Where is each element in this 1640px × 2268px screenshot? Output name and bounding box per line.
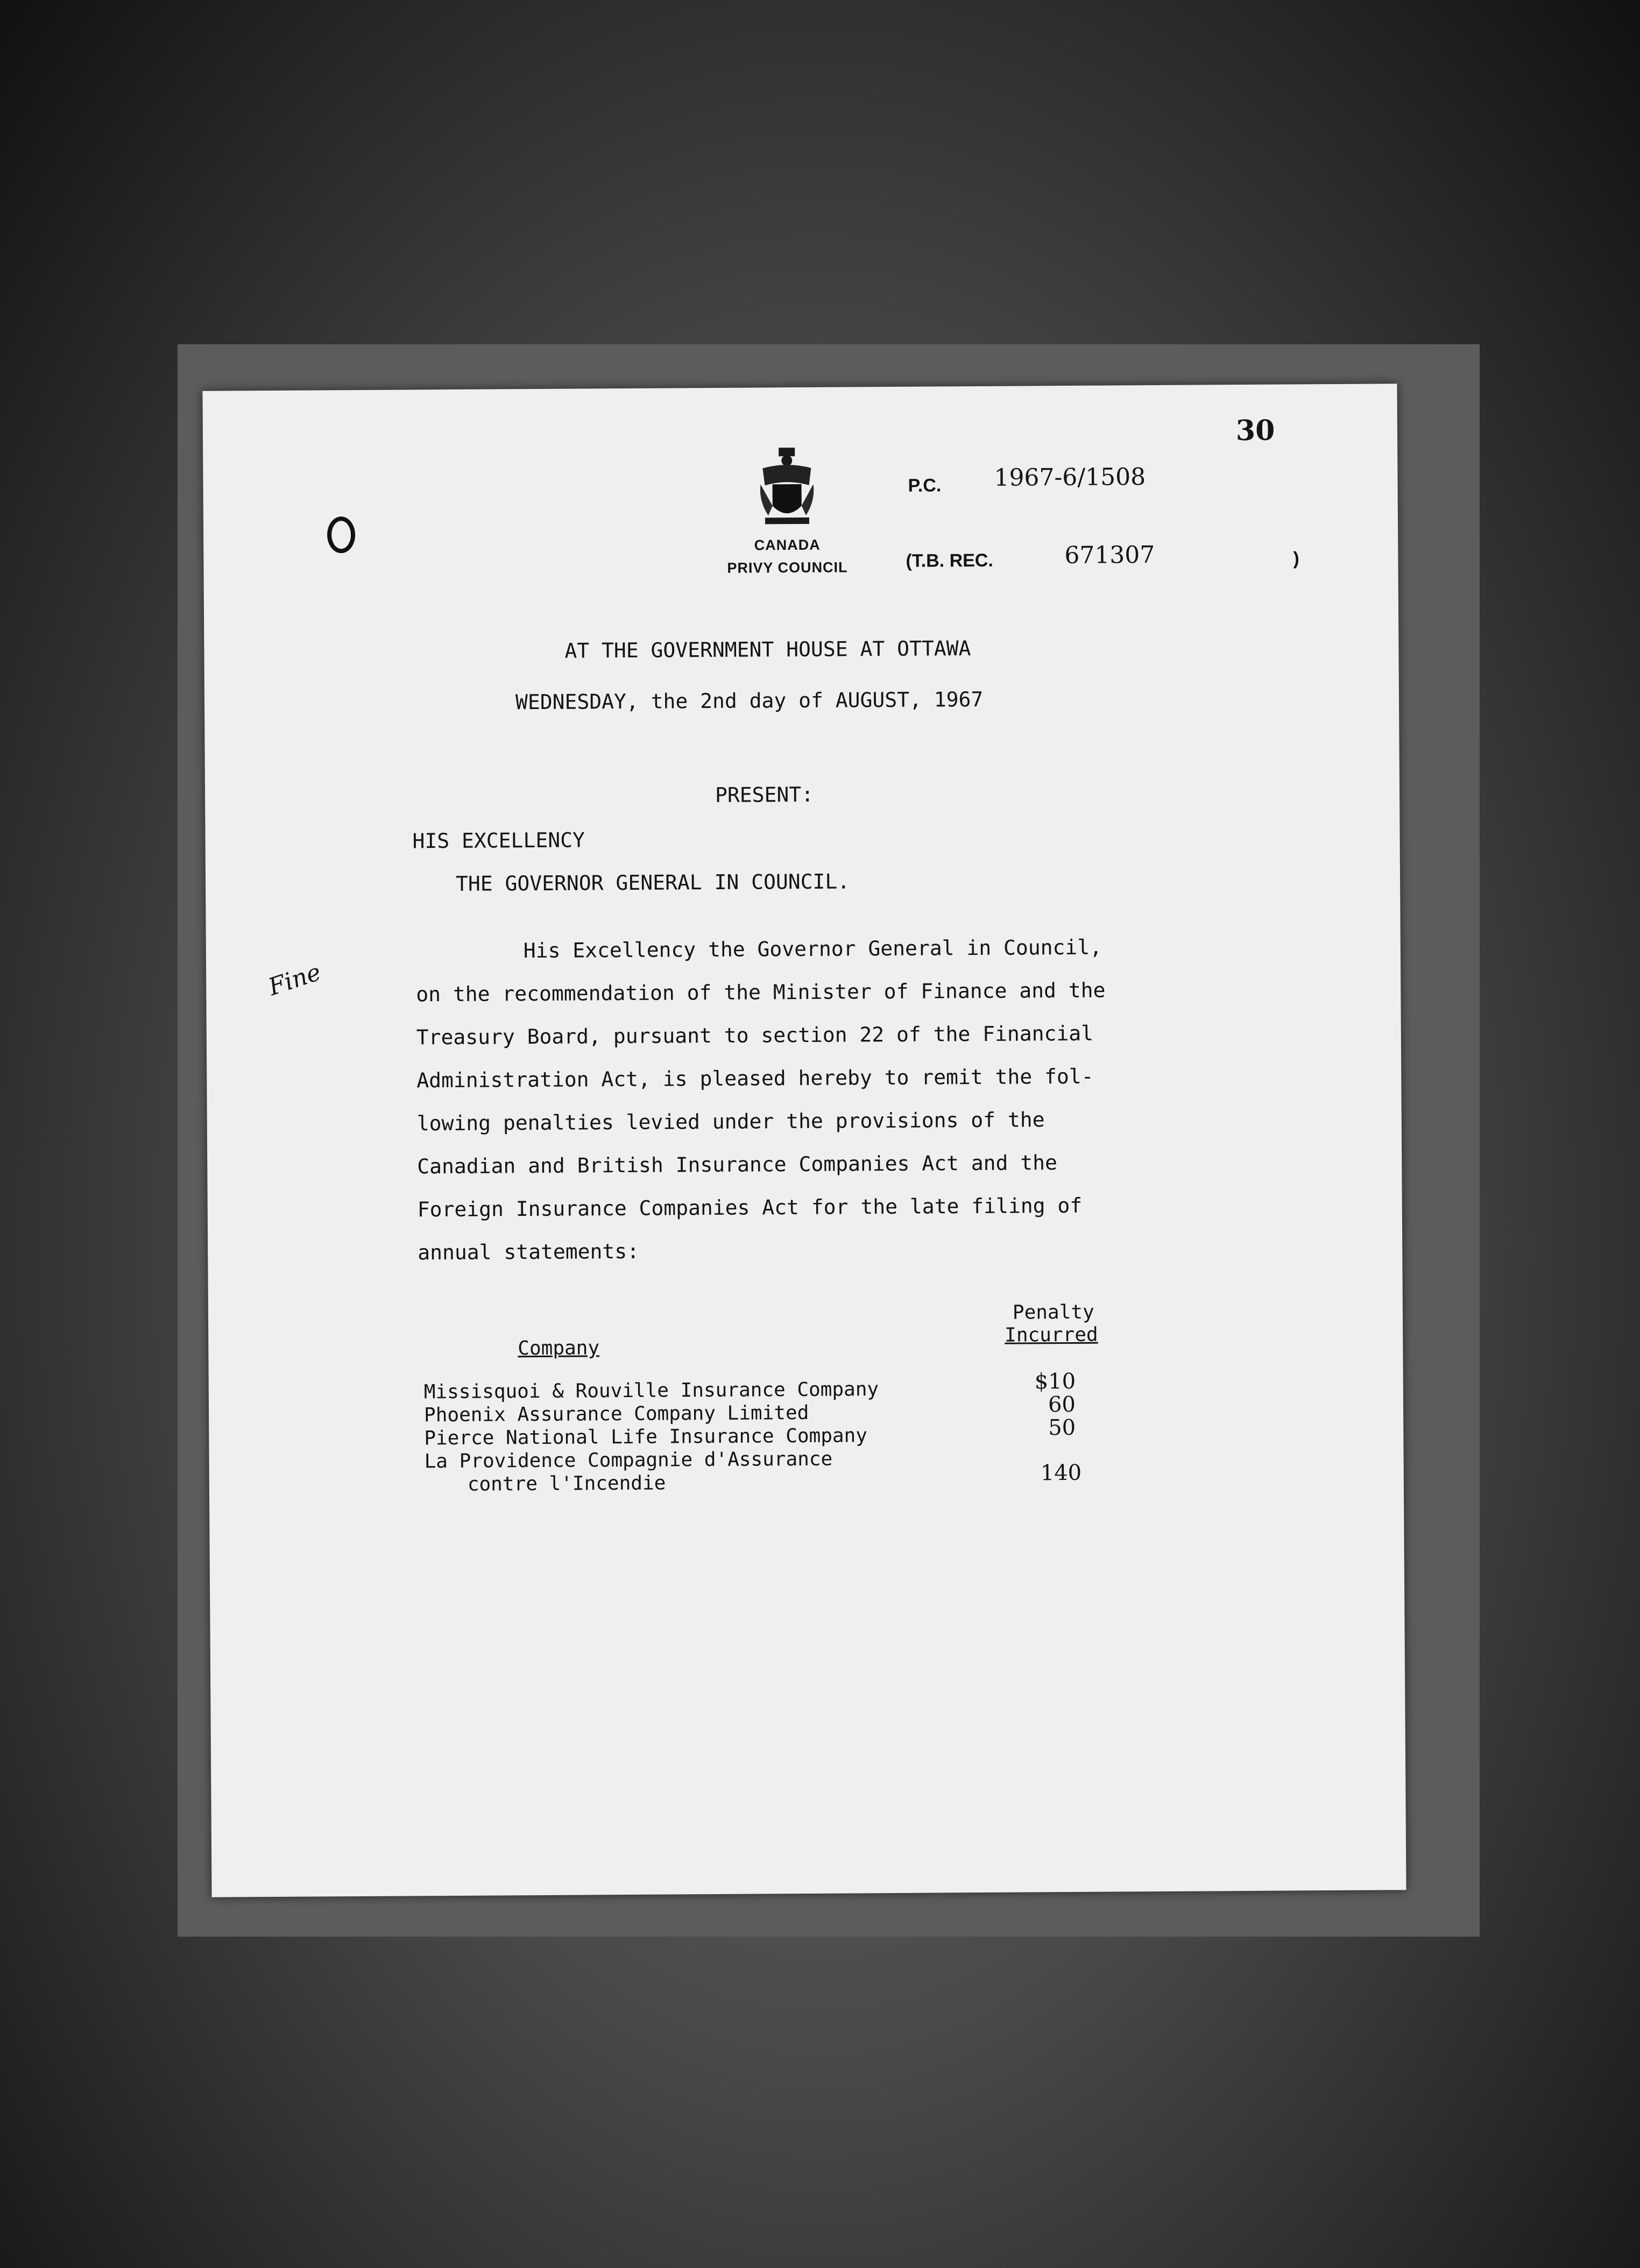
canada-coat-of-arms-icon	[757, 446, 817, 528]
penalty-header-line1: Penalty	[1012, 1301, 1094, 1324]
privy-council-label: PRIVY COUNCIL	[727, 559, 848, 576]
document-page	[202, 384, 1406, 1897]
table-row-amount: 50	[1048, 1415, 1076, 1441]
body-line: lowing penalties levied under the provisions of the	[416, 1108, 1045, 1136]
body-line: Canadian and British Insurance Companies Act and the	[417, 1151, 1058, 1179]
present-label: PRESENT:	[715, 782, 814, 807]
canada-label: CANADA	[754, 536, 821, 554]
penalty-header-line2: Incurred	[1005, 1323, 1098, 1346]
body-line: on the recommendation of the Minister of Finance and the	[416, 978, 1106, 1007]
body-line: Foreign Insurance Companies Act for the late filing of	[417, 1193, 1083, 1222]
table-row-company: Missisquoi & Rouville Insurance Company	[423, 1378, 879, 1404]
body-line: His Excellency the Governor General in Council,	[523, 935, 1102, 963]
tb-rec-label: (T.B. REC.	[906, 550, 993, 571]
punch-hole	[327, 516, 355, 553]
table-row-company: La Providence Compagnie d'Assurance	[424, 1448, 833, 1473]
company-header: Company	[518, 1337, 600, 1360]
table-row-company-continued: contre l'Incendie	[467, 1472, 666, 1496]
his-excellency: HIS EXCELLENCY	[412, 828, 585, 853]
pc-label: P.C.	[908, 475, 942, 496]
table-row-amount: $10	[1034, 1369, 1076, 1394]
margin-note: Fine	[265, 958, 324, 1002]
table-row-company: Phoenix Assurance Company Limited	[423, 1401, 809, 1427]
governor-general-in-council: THE GOVERNOR GENERAL IN COUNCIL.	[455, 869, 850, 896]
table-row-amount: 140	[1040, 1460, 1082, 1486]
body-line: Administration Act, is pleased hereby to remit the fol-	[416, 1064, 1094, 1093]
location-heading: AT THE GOVERNMENT HOUSE AT OTTAWA	[564, 636, 971, 663]
tb-rec-number: 671307	[1064, 541, 1155, 570]
table-row-amount: 60	[1048, 1392, 1076, 1418]
date-heading: WEDNESDAY, the 2nd day of AUGUST, 1967	[515, 687, 984, 714]
table-row-company: Pierce National Life Insurance Company	[424, 1424, 868, 1450]
body-line: annual statements:	[418, 1239, 640, 1265]
pc-number: 1967-6/1508	[994, 463, 1146, 492]
page-number: 30	[1235, 414, 1275, 448]
body-line: Treasury Board, pursuant to section 22 of the Financial	[416, 1021, 1094, 1050]
tb-rec-close: )	[1293, 548, 1299, 569]
